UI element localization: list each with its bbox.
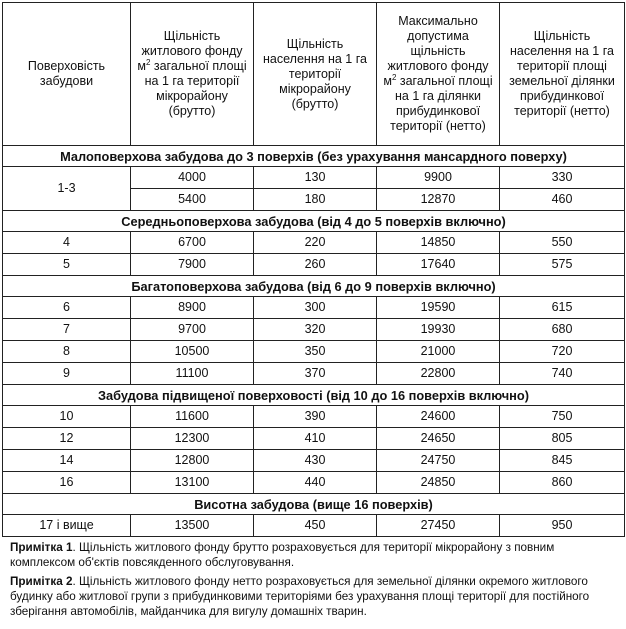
net-population-cell: 680 — [500, 319, 625, 341]
gross-population-cell: 320 — [254, 319, 377, 341]
storeys-cell: 12 — [3, 428, 131, 450]
table-row — [3, 319, 625, 341]
section-title: Висотна забудова (вище 16 поверхів) — [3, 494, 625, 515]
net-housing-cell: 17640 — [377, 254, 500, 276]
gross-population-cell: 370 — [254, 363, 377, 385]
table-row — [3, 254, 625, 276]
gross-housing-cell: 9700 — [131, 319, 254, 341]
net-population-cell: 740 — [500, 363, 625, 385]
gross-housing-cell: 10500 — [131, 341, 254, 363]
section-title: Середньоповерхова забудова (від 4 до 5 поверхів включно) — [3, 211, 625, 232]
storeys-cell: 8 — [3, 341, 131, 363]
table-row — [3, 341, 625, 363]
note-text: . Щільність житлового фонду нетто розраховується для земельної ділянки окремого житлового будинку або житлової групи з прибудинковими територіями без урахування площі території для постійного зберігання автомобілів, майданчика для вигулу домашніх тварин. — [10, 575, 590, 618]
note-label: Примітка 1 — [10, 541, 73, 554]
gross-housing-cell: 11100 — [131, 363, 254, 385]
gross-housing-cell: 13100 — [131, 472, 254, 494]
storeys-cell: 4 — [3, 232, 131, 254]
gross-housing-cell: 12300 — [131, 428, 254, 450]
net-housing-cell: 12870 — [377, 189, 500, 211]
gross-population-cell: 450 — [254, 515, 377, 537]
gross-population-cell: 410 — [254, 428, 377, 450]
gross-housing-cell: 4000 — [131, 167, 254, 189]
gross-population-cell: 440 — [254, 472, 377, 494]
gross-housing-cell: 12800 — [131, 450, 254, 472]
header-net-population-density: Щільність населення на 1 га території площі земельної ділянки прибудинкової території (нетто) — [500, 3, 625, 146]
table-row — [3, 450, 625, 472]
net-housing-cell: 21000 — [377, 341, 500, 363]
storeys-cell: 14 — [3, 450, 131, 472]
table-row — [3, 406, 625, 428]
storeys-cell: 10 — [3, 406, 131, 428]
net-population-cell: 460 — [500, 189, 625, 211]
table-row — [3, 472, 625, 494]
header-gross-housing-density: Щільність житлового фонду $м^2$ загальної площі на 1 га території мікрорайону (брутто) — [131, 3, 254, 146]
net-population-cell: 805 — [500, 428, 625, 450]
storeys-cell: 7 — [3, 319, 131, 341]
net-housing-cell: 14850 — [377, 232, 500, 254]
net-housing-cell: 24750 — [377, 450, 500, 472]
table-row — [3, 515, 625, 537]
density-table — [2, 2, 625, 537]
table-row — [3, 232, 625, 254]
net-population-cell: 550 — [500, 232, 625, 254]
net-population-cell: 330 — [500, 167, 625, 189]
gross-population-cell: 390 — [254, 406, 377, 428]
table-row — [3, 167, 625, 189]
gross-housing-cell: 6700 — [131, 232, 254, 254]
gross-population-cell: 350 — [254, 341, 377, 363]
net-housing-cell: 9900 — [377, 167, 500, 189]
note-text: . Щільність житлового фонду брутто розраховується для території мікрорайону з повним комплексом об'єктів повсякденного обслуговування. — [10, 541, 555, 569]
notes-block — [10, 540, 616, 619]
storeys-cell: 16 — [3, 472, 131, 494]
gross-housing-cell: 7900 — [131, 254, 254, 276]
net-population-cell: 615 — [500, 297, 625, 319]
gross-housing-cell: 11600 — [131, 406, 254, 428]
net-housing-cell: 24850 — [377, 472, 500, 494]
net-housing-cell: 27450 — [377, 515, 500, 537]
gross-population-cell: 130 — [254, 167, 377, 189]
net-population-cell: 950 — [500, 515, 625, 537]
header-gross-population-density: Щільність населення на 1 га території мікрорайону (брутто) — [254, 3, 377, 146]
net-housing-cell: 22800 — [377, 363, 500, 385]
gross-housing-cell: 8900 — [131, 297, 254, 319]
net-population-cell: 845 — [500, 450, 625, 472]
section-title: Малоповерхова забудова до 3 поверхів (без урахування мансардного поверху) — [3, 146, 625, 167]
table-row — [3, 428, 625, 450]
net-housing-cell: 24650 — [377, 428, 500, 450]
storeys-cell: 6 — [3, 297, 131, 319]
net-housing-cell: 19930 — [377, 319, 500, 341]
gross-population-cell: 430 — [254, 450, 377, 472]
table-row — [3, 297, 625, 319]
note-1 — [10, 540, 616, 570]
note-label: Примітка 2 — [10, 575, 73, 588]
section-title: Забудова підвищеної поверховості (від 10 до 16 поверхів включно) — [3, 385, 625, 406]
section-title: Багатоповерхова забудова (від 6 до 9 поверхів включно) — [3, 276, 625, 297]
net-population-cell: 750 — [500, 406, 625, 428]
net-population-cell: 720 — [500, 341, 625, 363]
gross-population-cell: 180 — [254, 189, 377, 211]
storeys-cell: 17 і вище — [3, 515, 131, 537]
net-population-cell: 575 — [500, 254, 625, 276]
net-housing-cell: 24600 — [377, 406, 500, 428]
header-net-housing-density: Максимально допустима щільність житлового фонду $м^2$ загальної площі на 1 га ділянки прибудинкової території (нетто) — [377, 3, 500, 146]
net-housing-cell: 19590 — [377, 297, 500, 319]
header-row — [3, 3, 625, 146]
gross-population-cell: 260 — [254, 254, 377, 276]
gross-housing-cell: 13500 — [131, 515, 254, 537]
gross-housing-cell: 5400 — [131, 189, 254, 211]
gross-population-cell: 220 — [254, 232, 377, 254]
storeys-cell: 1-3 — [3, 167, 131, 211]
header-storeys: Поверховість забудови — [3, 3, 131, 146]
gross-population-cell: 300 — [254, 297, 377, 319]
storeys-cell: 9 — [3, 363, 131, 385]
net-population-cell: 860 — [500, 472, 625, 494]
table-row — [3, 363, 625, 385]
note-2 — [10, 574, 616, 619]
storeys-cell: 5 — [3, 254, 131, 276]
